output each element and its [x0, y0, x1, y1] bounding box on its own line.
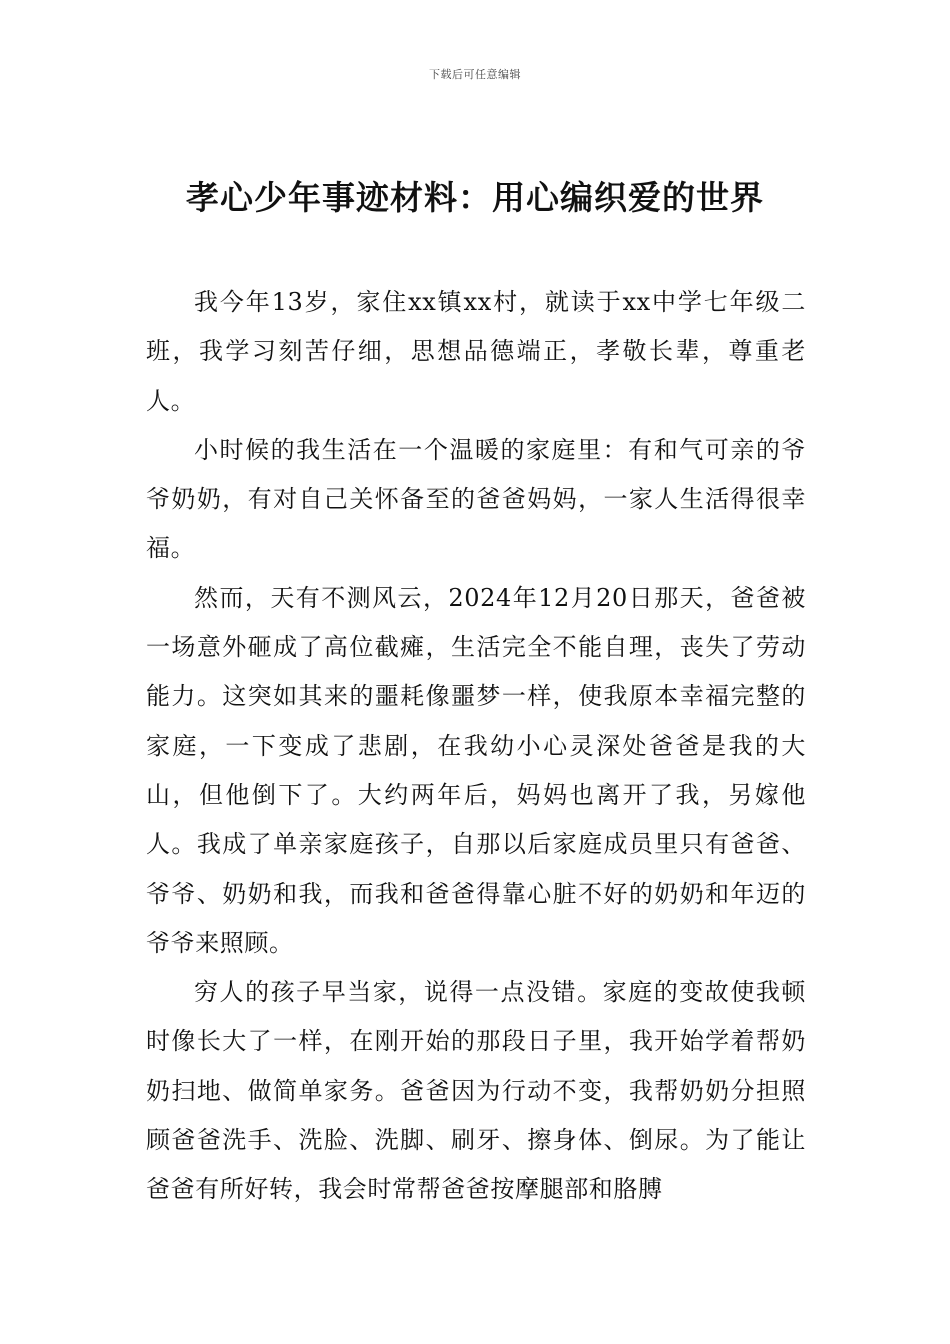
document-title: 孝心少年事迹材料：用心编织爱的世界: [186, 178, 764, 217]
paragraph-2: 小时候的我生活在一个温暖的家庭里：有和气可亲的爷爷奶奶，有对自己关怀备至的爸爸妈妈，一家人生活得很幸福。: [146, 435, 806, 563]
document-body: [146, 278, 806, 1215]
paragraph-1: 我今年13岁，家住xx镇xx村，就读于xx中学七年级二班，我学习刻苦仔细，思想品德端正，孝敬长辈，尊重老人。: [146, 288, 806, 415]
paragraph-4: 穷人的孩子早当家，说得一点没错。家庭的变故使我顿时像长大了一样，在刚开始的那段日子里，我开始学着帮奶奶扫地、做简单家务。爸爸因为行动不变，我帮奶奶分担照顾爸爸洗手、洗脸、洗脚、刷牙、擦身体、倒尿。为了能让爸爸有所好转，我会时常帮爸爸按摩腿部和胳膊: [146, 978, 806, 1204]
page-header-note: 下载后可任意编辑: [429, 68, 521, 81]
paragraph-3: 然而，天有不测风云，2024年12月20日那天，爸爸被一场意外砸成了高位截瘫，生活完全不能自理，丧失了劳动能力。这突如其来的噩耗像噩梦一样，使我原本幸福完整的家庭，一下变成了悲剧，在我幼小心灵深处爸爸是我的大山，但他倒下了。大约两年后，妈妈也离开了我，另嫁他人。我成了单亲家庭孩子，自那以后家庭成员里只有爸爸、爷爷、奶奶和我，而我和爸爸得靠心脏不好的奶奶和年迈的爷爷来照顾。: [146, 583, 806, 957]
